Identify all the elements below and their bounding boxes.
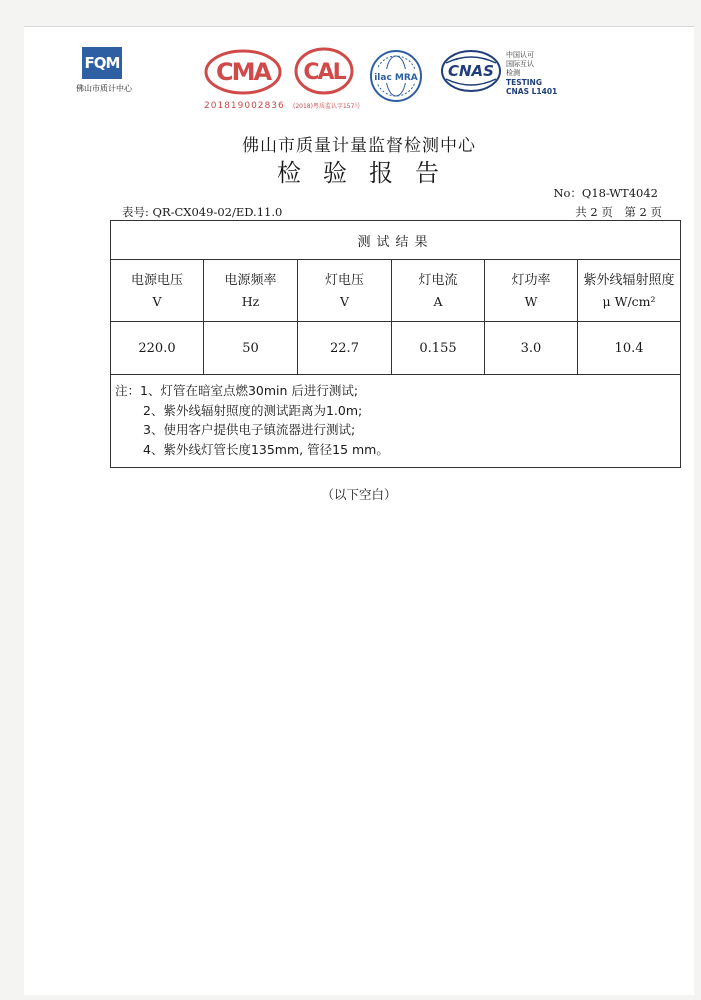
cal-logo	[293, 47, 359, 110]
page-info: 共 2 页 第 2 页	[575, 205, 662, 219]
table-row	[111, 322, 681, 375]
column-name: 灯电流	[418, 272, 458, 288]
fqm-logo-mark: FQM	[82, 47, 122, 79]
note-line: 4、紫外线灯管长度135mm, 管径15 mm。	[143, 441, 389, 457]
column-unit: W	[524, 293, 538, 309]
column-header	[204, 260, 298, 322]
svg-text:CMA: CMA	[215, 58, 271, 86]
column-name: 紫外线辐射照度	[583, 272, 675, 288]
cma-number: 201819002836	[204, 101, 285, 111]
doc-title: 检验报告	[277, 159, 461, 187]
fqm-logo-caption: 佛山市质计中心	[76, 84, 132, 93]
ilac-mra-logo	[369, 49, 423, 107]
cnas-cn-line2: 国际互认	[506, 60, 534, 68]
cma-logo	[204, 49, 285, 111]
svg-text:CNAS: CNAS	[448, 62, 494, 80]
table-cell: 22.7	[298, 322, 392, 375]
column-unit: V	[339, 293, 350, 309]
column-header	[392, 260, 485, 322]
report-number: No：Q18-WT4042	[553, 186, 658, 200]
table-caption: 测试结果	[111, 221, 681, 260]
cnas-mark-icon	[440, 49, 502, 93]
column-name: 电源频率	[224, 272, 277, 288]
notes-cell	[111, 375, 681, 468]
table-cell: 0.155	[392, 322, 485, 375]
column-unit: μ W/cm²	[602, 293, 656, 309]
cnas-en-line2: CNAS L1401	[506, 87, 558, 96]
blank-below-note: （以下空白）	[321, 487, 397, 502]
svg-text:ilac MRA: ilac MRA	[374, 73, 418, 83]
cnas-caption	[506, 51, 557, 96]
form-line	[122, 204, 662, 220]
table-cell: 10.4	[578, 322, 681, 375]
cal-number: (2018)粤质监认字157号	[293, 103, 361, 110]
column-header	[298, 260, 392, 322]
fqm-logo	[76, 47, 132, 94]
table-header-row	[111, 260, 681, 322]
ilac-globe-icon	[369, 49, 423, 103]
note-line: 2、紫外线辐射照度的测试距离为1.0m;	[143, 402, 363, 418]
table-cell: 220.0	[111, 322, 204, 375]
results-table	[110, 220, 681, 468]
column-name: 灯功率	[511, 272, 551, 288]
column-unit: A	[433, 293, 443, 309]
cnas-logo	[440, 49, 600, 97]
form-number: 表号: QR-CX049-02/ED.11.0	[122, 205, 283, 219]
column-unit: V	[152, 293, 162, 309]
table-cell: 50	[204, 322, 298, 375]
column-name: 灯电压	[324, 272, 364, 288]
cnas-cn-line1: 中国认可	[506, 51, 534, 59]
cnas-en-line1: TESTING	[506, 78, 542, 87]
note-line: 3、使用客户提供电子镇流器进行测试;	[143, 422, 356, 437]
cnas-cn-line3: 检测	[506, 69, 520, 77]
column-header	[485, 260, 578, 322]
column-name: 电源电压	[130, 272, 183, 288]
cma-seal-icon	[204, 49, 282, 95]
cal-seal-icon	[293, 47, 355, 95]
table-cell: 3.0	[485, 322, 578, 375]
svg-text:CAL: CAL	[303, 60, 345, 85]
org-title: 佛山市质量计量监督检测中心	[242, 136, 476, 156]
report-page	[24, 26, 694, 995]
note-line: 注：1、灯管在暗室点燃30min 后进行测试;	[115, 383, 359, 398]
column-header	[578, 260, 681, 322]
column-header	[111, 260, 204, 322]
column-unit: Hz	[241, 293, 260, 309]
